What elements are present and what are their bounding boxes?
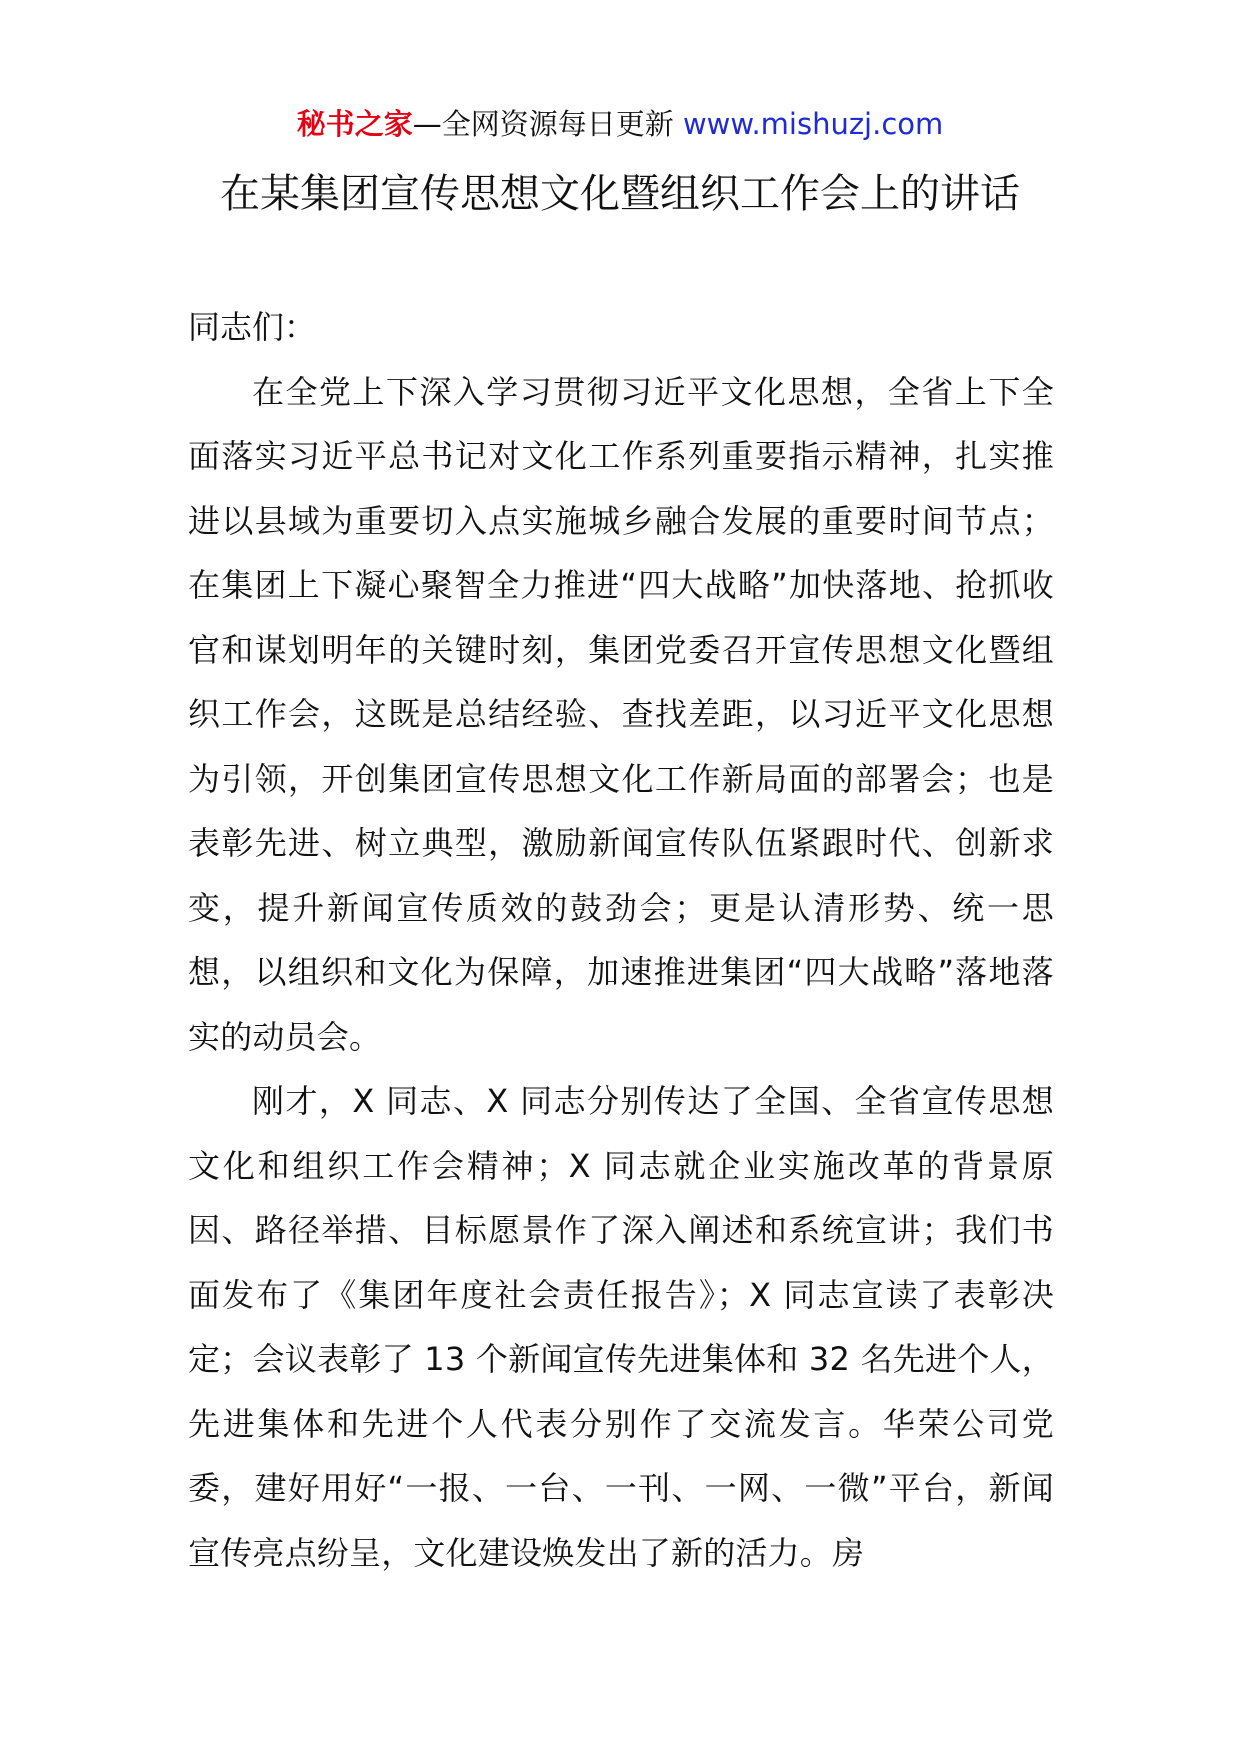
- paragraph-2: 刚才，X 同志、X 同志分别传达了全国、全省宣传思想文化和组织工作会精神；X 同志就企业实施改革的背景原因、路径举措、目标愿景作了深入阐述和系统宣讲；我们书面发布了《集团年度社会责任报告》；X 同志宣读了表彰决定；会议表彰了 13 个新闻宣传先进集体和 32 名先进个人，先进集体和先进个人代表分别作了交流发言。华荣公司党委，建好用好“一报、一台、一刊、一网、一微”平台，新闻宣传亮点纷呈，文化建设焕发出了新的活力。房: [188, 1082, 1054, 1572]
- site-banner: [0, 104, 1240, 144]
- document-title: 在某集团宣传思想文化暨组织工作会上的讲话: [220, 171, 1020, 217]
- salutation: 同志们：: [188, 308, 317, 346]
- paragraph-1: 在全党上下深入学习贯彻习近平文化思想，全省上下全面落实习近平总书记对文化工作系列重要指示精神，扎实推进以县域为重要切入点实施城乡融合发展的重要时间节点；在集团上下凝心聚智全力推进“四大战略”加快落地、抢抓收官和谋划明年的关键时刻，集团党委召开宣传思想文化暨组织工作会，这既是总结经验、查找差距，以习近平文化思想为引领，开创集团宣传思想文化工作新局面的部署会；也是表彰先进、树立典型，激励新闻宣传队伍紧跟时代、创新求变，提升新闻宣传质效的鼓劲会；更是认清形势、统一思想，以组织和文化为保障，加速推进集团“四大战略”落地落实的动员会。: [188, 372, 1054, 1056]
- site-brand: 秘书之家: [296, 107, 413, 141]
- document-body: [188, 295, 1054, 1585]
- site-url-link[interactable]: www.mishuzj.com: [682, 107, 944, 141]
- site-slogan: —全网资源每日更新: [412, 107, 674, 141]
